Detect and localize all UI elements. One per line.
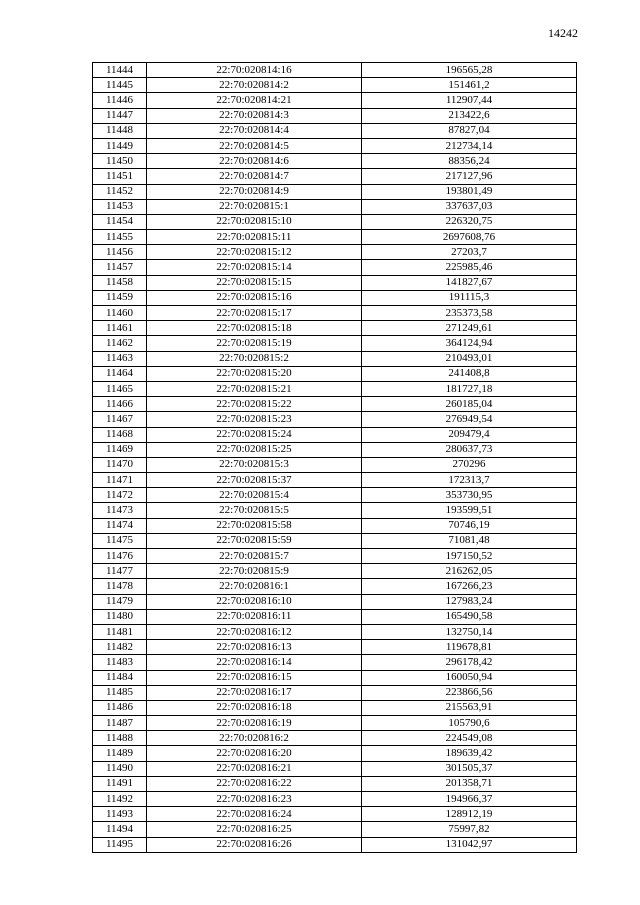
row-number-cell: 11455 — [93, 230, 147, 245]
cadastral-value-cell: 172313,7 — [362, 473, 577, 488]
cadastral-value-cell: 196565,28 — [362, 63, 577, 78]
table-row — [93, 169, 577, 184]
cadastral-value-cell: 213422,6 — [362, 108, 577, 123]
row-number-cell: 11495 — [93, 837, 147, 852]
row-number-cell: 11477 — [93, 564, 147, 579]
cadastral-number-cell: 22:70:020815:19 — [147, 336, 362, 351]
row-number-cell: 11460 — [93, 306, 147, 321]
cadastral-number-cell: 22:70:020815:18 — [147, 321, 362, 336]
cadastral-value-cell: 296178,42 — [362, 655, 577, 670]
cadastral-value-table — [92, 62, 577, 853]
table-row — [93, 594, 577, 609]
cadastral-value-cell: 241408,8 — [362, 366, 577, 381]
row-number-cell: 11471 — [93, 473, 147, 488]
cadastral-number-cell: 22:70:020815:11 — [147, 230, 362, 245]
cadastral-number-cell: 22:70:020816:15 — [147, 670, 362, 685]
cadastral-value-cell: 225985,46 — [362, 260, 577, 275]
row-number-cell: 11452 — [93, 184, 147, 199]
cadastral-value-cell: 193801,49 — [362, 184, 577, 199]
table-row — [93, 442, 577, 457]
cadastral-number-cell: 22:70:020815:17 — [147, 306, 362, 321]
cadastral-value-cell: 2697608,76 — [362, 230, 577, 245]
cadastral-number-cell: 22:70:020816:2 — [147, 731, 362, 746]
row-number-cell: 11458 — [93, 275, 147, 290]
row-number-cell: 11482 — [93, 640, 147, 655]
table-row — [93, 731, 577, 746]
cadastral-number-cell: 22:70:020814:16 — [147, 63, 362, 78]
row-number-cell: 11448 — [93, 123, 147, 138]
row-number-cell: 11484 — [93, 670, 147, 685]
row-number-cell: 11485 — [93, 685, 147, 700]
cadastral-value-cell: 167266,23 — [362, 579, 577, 594]
cadastral-value-cell: 217127,96 — [362, 169, 577, 184]
cadastral-value-cell: 127983,24 — [362, 594, 577, 609]
cadastral-value-cell: 216262,05 — [362, 564, 577, 579]
table-row — [93, 321, 577, 336]
table-row — [93, 685, 577, 700]
cadastral-number-cell: 22:70:020815:20 — [147, 366, 362, 381]
cadastral-value-cell: 280637,73 — [362, 442, 577, 457]
cadastral-number-cell: 22:70:020816:21 — [147, 761, 362, 776]
table-row — [93, 792, 577, 807]
cadastral-number-cell: 22:70:020816:13 — [147, 640, 362, 655]
table-row — [93, 837, 577, 852]
cadastral-number-cell: 22:70:020816:12 — [147, 624, 362, 639]
cadastral-value-cell: 165490,58 — [362, 609, 577, 624]
cadastral-value-cell: 181727,18 — [362, 381, 577, 396]
row-number-cell: 11494 — [93, 822, 147, 837]
cadastral-value-cell: 212734,14 — [362, 138, 577, 153]
row-number-cell: 11488 — [93, 731, 147, 746]
table-row — [93, 518, 577, 533]
row-number-cell: 11486 — [93, 700, 147, 715]
cadastral-number-cell: 22:70:020815:10 — [147, 214, 362, 229]
cadastral-value-cell: 223866,56 — [362, 685, 577, 700]
cadastral-value-cell: 197150,52 — [362, 549, 577, 564]
cadastral-number-cell: 22:70:020815:22 — [147, 397, 362, 412]
cadastral-value-cell: 87827,04 — [362, 123, 577, 138]
cadastral-number-cell: 22:70:020815:3 — [147, 457, 362, 472]
table-row — [93, 260, 577, 275]
table-row — [93, 93, 577, 108]
cadastral-value-cell: 194966,37 — [362, 792, 577, 807]
cadastral-number-cell: 22:70:020815:59 — [147, 533, 362, 548]
row-number-cell: 11466 — [93, 397, 147, 412]
table-row — [93, 412, 577, 427]
cadastral-value-cell: 210493,01 — [362, 351, 577, 366]
cadastral-value-cell: 271249,61 — [362, 321, 577, 336]
cadastral-value-cell: 226320,75 — [362, 214, 577, 229]
cadastral-value-cell: 160050,94 — [362, 670, 577, 685]
table-row — [93, 533, 577, 548]
table-row — [93, 184, 577, 199]
page-number: 14242 — [548, 26, 578, 40]
row-number-cell: 11449 — [93, 138, 147, 153]
table-row — [93, 381, 577, 396]
table-row — [93, 427, 577, 442]
table-row — [93, 579, 577, 594]
row-number-cell: 11487 — [93, 716, 147, 731]
table-row — [93, 63, 577, 78]
row-number-cell: 11463 — [93, 351, 147, 366]
cadastral-value-cell: 71081,48 — [362, 533, 577, 548]
table-row — [93, 154, 577, 169]
cadastral-number-cell: 22:70:020814:3 — [147, 108, 362, 123]
table-row — [93, 230, 577, 245]
cadastral-number-cell: 22:70:020815:58 — [147, 518, 362, 533]
table-row — [93, 746, 577, 761]
cadastral-number-cell: 22:70:020815:37 — [147, 473, 362, 488]
row-number-cell: 11472 — [93, 488, 147, 503]
cadastral-value-cell: 276949,54 — [362, 412, 577, 427]
table-row — [93, 473, 577, 488]
cadastral-number-cell: 22:70:020815:12 — [147, 245, 362, 260]
table-row — [93, 123, 577, 138]
row-number-cell: 11450 — [93, 154, 147, 169]
table-row — [93, 700, 577, 715]
row-number-cell: 11459 — [93, 290, 147, 305]
table-row — [93, 655, 577, 670]
cadastral-number-cell: 22:70:020814:9 — [147, 184, 362, 199]
row-number-cell: 11491 — [93, 776, 147, 791]
cadastral-value-cell: 191115,3 — [362, 290, 577, 305]
cadastral-value-cell: 27203,7 — [362, 245, 577, 260]
table-row — [93, 761, 577, 776]
row-number-cell: 11483 — [93, 655, 147, 670]
cadastral-number-cell: 22:70:020815:24 — [147, 427, 362, 442]
row-number-cell: 11490 — [93, 761, 147, 776]
cadastral-value-cell: 141827,67 — [362, 275, 577, 290]
table-row — [93, 640, 577, 655]
row-number-cell: 11492 — [93, 792, 147, 807]
cadastral-number-cell: 22:70:020814:4 — [147, 123, 362, 138]
table-row — [93, 336, 577, 351]
cadastral-value-cell: 151461,2 — [362, 78, 577, 93]
cadastral-value-cell: 105790,6 — [362, 716, 577, 731]
cadastral-value-cell: 88356,24 — [362, 154, 577, 169]
cadastral-value-cell: 270296 — [362, 457, 577, 472]
cadastral-value-cell: 193599,51 — [362, 503, 577, 518]
cadastral-value-cell: 224549,08 — [362, 731, 577, 746]
table-row — [93, 716, 577, 731]
cadastral-number-cell: 22:70:020816:10 — [147, 594, 362, 609]
table-row — [93, 214, 577, 229]
cadastral-value-cell: 70746,19 — [362, 518, 577, 533]
row-number-cell: 11451 — [93, 169, 147, 184]
cadastral-number-cell: 22:70:020814:5 — [147, 138, 362, 153]
cadastral-number-cell: 22:70:020816:23 — [147, 792, 362, 807]
cadastral-number-cell: 22:70:020815:4 — [147, 488, 362, 503]
table-row — [93, 366, 577, 381]
row-number-cell: 11446 — [93, 93, 147, 108]
row-number-cell: 11493 — [93, 807, 147, 822]
cadastral-value-cell: 75997,82 — [362, 822, 577, 837]
cadastral-number-cell: 22:70:020815:1 — [147, 199, 362, 214]
cadastral-number-cell: 22:70:020816:1 — [147, 579, 362, 594]
cadastral-number-cell: 22:70:020814:6 — [147, 154, 362, 169]
row-number-cell: 11468 — [93, 427, 147, 442]
row-number-cell: 11481 — [93, 624, 147, 639]
row-number-cell: 11473 — [93, 503, 147, 518]
row-number-cell: 11480 — [93, 609, 147, 624]
cadastral-value-cell: 337637,03 — [362, 199, 577, 214]
cadastral-number-cell: 22:70:020815:16 — [147, 290, 362, 305]
cadastral-value-cell: 364124,94 — [362, 336, 577, 351]
cadastral-number-cell: 22:70:020816:11 — [147, 609, 362, 624]
table-row — [93, 624, 577, 639]
cadastral-value-cell: 260185,04 — [362, 397, 577, 412]
cadastral-number-cell: 22:70:020814:2 — [147, 78, 362, 93]
table-row — [93, 457, 577, 472]
table-row — [93, 564, 577, 579]
cadastral-value-cell: 131042,97 — [362, 837, 577, 852]
cadastral-value-cell: 301505,37 — [362, 761, 577, 776]
table-row — [93, 138, 577, 153]
row-number-cell: 11479 — [93, 594, 147, 609]
cadastral-value-cell: 132750,14 — [362, 624, 577, 639]
cadastral-number-cell: 22:70:020816:18 — [147, 700, 362, 715]
cadastral-number-cell: 22:70:020816:25 — [147, 822, 362, 837]
row-number-cell: 11475 — [93, 533, 147, 548]
cadastral-number-cell: 22:70:020816:17 — [147, 685, 362, 700]
row-number-cell: 11447 — [93, 108, 147, 123]
row-number-cell: 11474 — [93, 518, 147, 533]
cadastral-number-cell: 22:70:020816:24 — [147, 807, 362, 822]
cadastral-value-cell: 189639,42 — [362, 746, 577, 761]
table-row — [93, 199, 577, 214]
cadastral-number-cell: 22:70:020815:2 — [147, 351, 362, 366]
row-number-cell: 11465 — [93, 381, 147, 396]
row-number-cell: 11478 — [93, 579, 147, 594]
cadastral-value-cell: 201358,71 — [362, 776, 577, 791]
row-number-cell: 11454 — [93, 214, 147, 229]
table-row — [93, 670, 577, 685]
table-row — [93, 245, 577, 260]
cadastral-value-cell: 209479,4 — [362, 427, 577, 442]
row-number-cell: 11461 — [93, 321, 147, 336]
cadastral-value-cell: 235373,58 — [362, 306, 577, 321]
table-row — [93, 822, 577, 837]
table-row — [93, 108, 577, 123]
table-row — [93, 290, 577, 305]
table-row — [93, 609, 577, 624]
cadastral-number-cell: 22:70:020815:21 — [147, 381, 362, 396]
table-row — [93, 549, 577, 564]
cadastral-number-cell: 22:70:020816:22 — [147, 776, 362, 791]
table-body — [93, 63, 577, 853]
cadastral-number-cell: 22:70:020815:14 — [147, 260, 362, 275]
cadastral-value-cell: 119678,81 — [362, 640, 577, 655]
cadastral-number-cell: 22:70:020815:23 — [147, 412, 362, 427]
table-row — [93, 488, 577, 503]
row-number-cell: 11469 — [93, 442, 147, 457]
cadastral-number-cell: 22:70:020814:7 — [147, 169, 362, 184]
row-number-cell: 11467 — [93, 412, 147, 427]
cadastral-value-cell: 128912,19 — [362, 807, 577, 822]
row-number-cell: 11457 — [93, 260, 147, 275]
cadastral-number-cell: 22:70:020815:15 — [147, 275, 362, 290]
cadastral-number-cell: 22:70:020814:21 — [147, 93, 362, 108]
row-number-cell: 11453 — [93, 199, 147, 214]
row-number-cell: 11470 — [93, 457, 147, 472]
table-row — [93, 275, 577, 290]
table-row — [93, 306, 577, 321]
cadastral-number-cell: 22:70:020816:26 — [147, 837, 362, 852]
cadastral-value-cell: 112907,44 — [362, 93, 577, 108]
cadastral-number-cell: 22:70:020815:7 — [147, 549, 362, 564]
row-number-cell: 11476 — [93, 549, 147, 564]
row-number-cell: 11456 — [93, 245, 147, 260]
cadastral-number-cell: 22:70:020815:25 — [147, 442, 362, 457]
cadastral-number-cell: 22:70:020815:9 — [147, 564, 362, 579]
cadastral-number-cell: 22:70:020816:14 — [147, 655, 362, 670]
table-row — [93, 78, 577, 93]
row-number-cell: 11444 — [93, 63, 147, 78]
row-number-cell: 11489 — [93, 746, 147, 761]
table-row — [93, 503, 577, 518]
cadastral-number-cell: 22:70:020816:20 — [147, 746, 362, 761]
table-row — [93, 397, 577, 412]
table-row — [93, 807, 577, 822]
row-number-cell: 11464 — [93, 366, 147, 381]
row-number-cell: 11445 — [93, 78, 147, 93]
row-number-cell: 11462 — [93, 336, 147, 351]
table-row — [93, 776, 577, 791]
cadastral-number-cell: 22:70:020815:5 — [147, 503, 362, 518]
cadastral-number-cell: 22:70:020816:19 — [147, 716, 362, 731]
cadastral-value-cell: 215563,91 — [362, 700, 577, 715]
table-row — [93, 351, 577, 366]
cadastral-value-cell: 353730,95 — [362, 488, 577, 503]
